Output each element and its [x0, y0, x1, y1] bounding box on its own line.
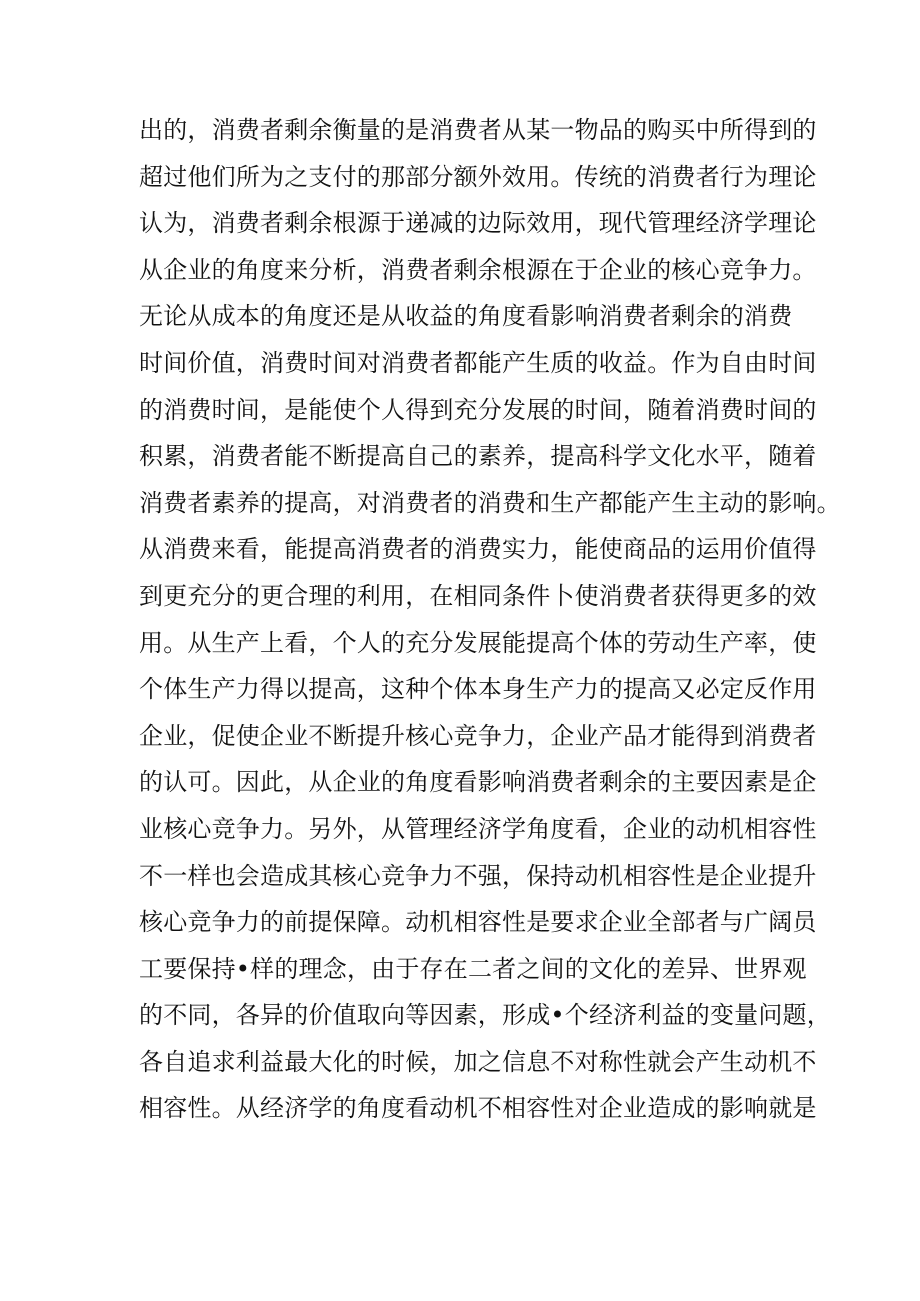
text-line: 时间价值，消费时间对消费者都能产生质的收益。作为自由时间 [139, 348, 817, 377]
text-line: 消费者素养的提高，对消费者的消费和生产都能产生主动的影响。 [139, 488, 841, 517]
text-line: 从消费来看，能提高消费者的消费实力，能使商品的运用价值得 [139, 535, 817, 564]
text-line: 企业，促使企业不断提升核心竞争力，企业产品才能得到消费者 [139, 721, 817, 750]
text-line: 各自追求利益最大化的时候，加之信息不对称性就会产生动机不 [139, 1047, 817, 1076]
text-line: 用。从生产上看，个人的充分发展能提高个体的劳动生产率，使 [139, 628, 817, 657]
text-line: 不一样也会造成其核心竞争力不强，保持动机相容性是企业提升 [139, 861, 817, 890]
text-line: 超过他们所为之支付的那部分额外效用。传统的消费者行为理论 [139, 162, 817, 191]
text-line: 业核心竞争力。另外，从管理经济学角度看，企业的动机相容性 [139, 814, 817, 843]
text-line: 积累，消费者能不断提高自己的素养，提高科学文化水平，随着 [139, 442, 817, 471]
text-line: 认为，消费者剩余根源于递减的边际效用，现代管理经济学理论 [139, 209, 817, 238]
text-line: 个体生产力得以提高，这种个体本身生产力的提高又必定反作用 [139, 675, 817, 704]
text-line: 的认可。因此，从企业的角度看影响消费者剩余的主要因素是企 [139, 768, 817, 797]
text-line: 从企业的角度来分析，消费者剩余根源在于企业的核心竞争力。 [139, 255, 817, 284]
text-line: 的不同，各异的价值取向等因素，形成•个经济利益的变量问题， [139, 1001, 831, 1030]
text-line: 出的，消费者剩余衡量的是消费者从某一物品的购买中所得到的 [139, 116, 817, 144]
text-line: 工要保持•样的理念，由于存在二者之间的文化的差异、世界观 [139, 954, 807, 983]
text-line: 核心竞争力的前提保障。动机相容性是要求企业全部者与广阔员 [139, 908, 817, 937]
text-line: 的消费时间，是能使个人得到充分发展的时间，随着消费时间的 [139, 395, 817, 424]
text-line: 无论从成本的角度还是从收益的角度看影响消费者剩余的消费 [139, 302, 793, 331]
text-line: 相容性。从经济学的角度看动机不相容性对企业造成的影响就是 [139, 1094, 817, 1123]
text-line: 到更充分的更合理的利用，在相同条件卜使消费者获得更多的效 [139, 581, 817, 610]
body-text [139, 107, 841, 1132]
